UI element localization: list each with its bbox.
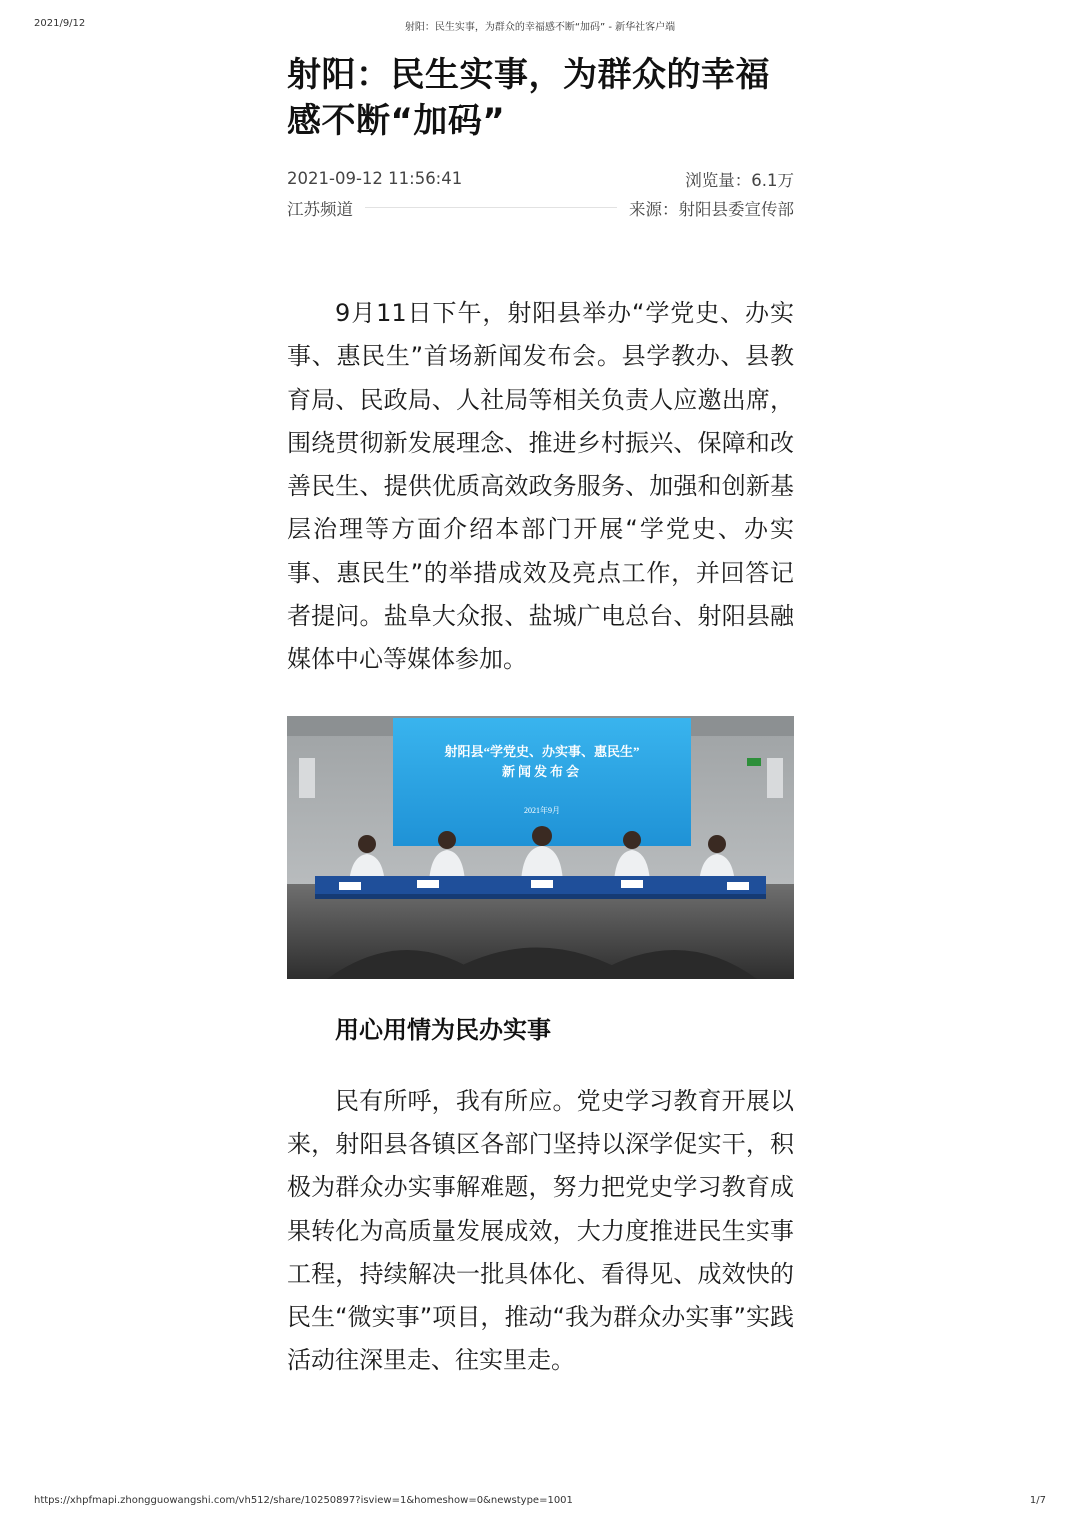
article-title-line1: 射阳：民生实事，为群众的幸福 — [287, 55, 770, 95]
article-meta — [287, 164, 794, 222]
article-title — [287, 52, 794, 144]
press-conference-photo — [287, 716, 794, 979]
name-card — [727, 882, 749, 890]
exit-sign-icon — [747, 758, 761, 766]
section-subheading: 用心用情为民办实事 — [335, 1015, 551, 1044]
name-card — [417, 880, 439, 888]
meta-divider — [365, 207, 617, 208]
name-card — [339, 882, 361, 890]
wall-panel-right — [767, 758, 783, 798]
channel-link[interactable]: 江苏频道 — [287, 199, 353, 219]
print-date: 2021/9/12 — [34, 18, 86, 29]
screen-banner-date: 2021年9月 — [524, 805, 560, 815]
view-count: 浏览量：6.1万 — [685, 170, 794, 190]
print-header — [0, 18, 1080, 34]
meta-row-top — [287, 164, 794, 193]
screen-banner-line2: 新闻发布会 — [501, 763, 583, 779]
print-page-number: 1/7 — [1029, 1495, 1046, 1506]
table-edge — [315, 894, 766, 899]
print-url: https://xhpfmapi.zhongguowangshi.com/vh512/share/10250897?isview=1&homeshow=0&newstype=1001 — [34, 1495, 573, 1506]
name-card — [531, 880, 553, 888]
screen-banner-line1: 射阳县“学党史、办实事、惠民生” — [444, 743, 640, 759]
source-label: 来源：射阳县委宣传部 — [629, 199, 794, 219]
name-card — [621, 880, 643, 888]
meta-row-bottom — [287, 193, 794, 222]
print-page-title: 射阳：民生实事，为群众的幸福感不断“加码” - 新华社客户端 — [404, 22, 676, 33]
article — [287, 52, 794, 1383]
article-paragraph-1: 9月11日下午，射阳县举办“学党史、办实事、惠民生”首场新闻发布会。县学教办、县教育局、民政局、人社局等相关负责人应邀出席，围绕贯彻新发展理念、推进乡村振兴、保障和改善民生、提供优质高效政务服务、加强和创新基层治理等方面介绍本部门开展“学党史、办实事、惠民生”的举措成效及亮点工作，并回答记者提问。盐阜大众报、盐城广电总台、射阳县融媒体中心等媒体参加。 — [287, 299, 794, 674]
article-title-line2: 感不断“加码” — [287, 101, 506, 141]
publish-datetime: 2021-09-12 11:56:41 — [287, 169, 463, 188]
article-paragraph-2: 民有所呼，我有所应。党史学习教育开展以来，射阳县各镇区各部门坚持以深学促实干，积极为群众办实事解难题，努力把党史学习教育成果转化为高质量发展成效，大力度推进民生实事工程，持续解决一批具体化、看得见、成效快的民生“微实事”项目，推动“我为群众办实事”实践活动往深里走、往实里走。 — [287, 1086, 794, 1375]
wall-panel-left — [299, 758, 315, 798]
audience-chairs — [327, 947, 757, 979]
